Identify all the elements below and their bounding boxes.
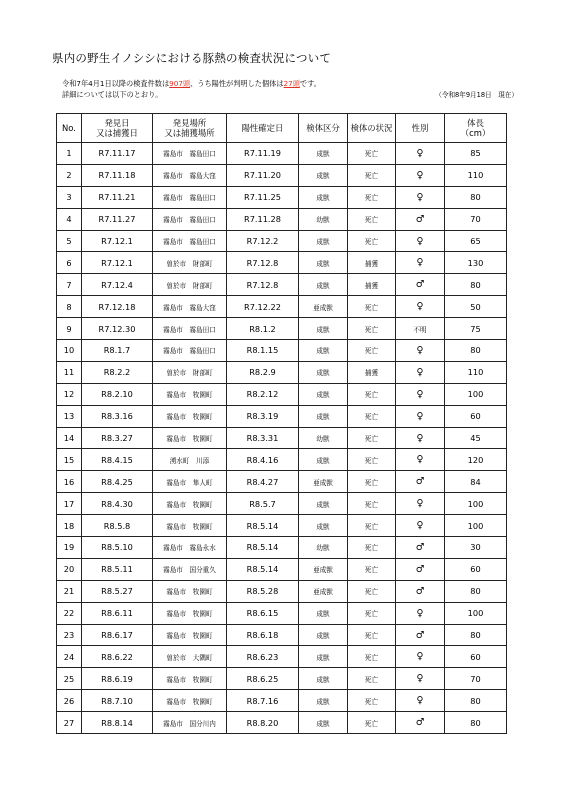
cell-confirmed: R8.3.19 [227,405,299,427]
cell-no: 19 [57,537,82,559]
cell-sex: ♀ [396,690,445,712]
summary-line-2: 詳細については以下のとおり。 [62,90,163,99]
cell-confirmed: R7.12.8 [227,252,299,274]
cell-length: 130 [445,252,507,274]
cell-length: 50 [445,296,507,318]
cell-class: 成獣 [299,646,348,668]
cell-place: 霧島市 牧園町 [153,515,227,537]
cell-length: 110 [445,361,507,383]
cell-class: 成獣 [299,361,348,383]
cell-length: 85 [445,143,507,165]
cell-status: 死亡 [348,208,396,230]
cell-date: R8.2.2 [82,361,153,383]
header-length [445,114,507,143]
cell-status: 死亡 [348,646,396,668]
table-row [57,318,507,340]
cell-no: 26 [57,690,82,712]
cell-confirmed: R8.7.16 [227,690,299,712]
cell-date: R7.12.30 [82,318,153,340]
cell-place: 曽於市 財部町 [153,252,227,274]
cell-status: 死亡 [348,164,396,186]
cell-confirmed: R8.6.15 [227,602,299,624]
table-row [57,668,507,690]
cell-class: 幼獣 [299,427,348,449]
cell-class: 成獣 [299,274,348,296]
table-row [57,646,507,668]
cell-confirmed: R7.12.22 [227,296,299,318]
cell-place: 霧島市 牧園町 [153,690,227,712]
cell-place: 霧島市 霧島田口 [153,186,227,208]
table-row [57,340,507,362]
table-row [57,515,507,537]
cell-date: R8.4.30 [82,493,153,515]
header-date-line-2: 又は捕獲日 [96,128,138,138]
table-row [57,296,507,318]
cell-date: R8.3.27 [82,427,153,449]
cell-sex: ♂ [396,624,445,646]
cell-class: 亜成獣 [299,296,348,318]
cell-date: R8.5.10 [82,537,153,559]
cell-sex: ♂ [396,537,445,559]
cell-sex: ♀ [396,296,445,318]
table-row [57,690,507,712]
cell-no: 27 [57,712,82,734]
cell-status: 死亡 [348,449,396,471]
cell-no: 18 [57,515,82,537]
cell-place: 霧島市 牧園町 [153,668,227,690]
cell-place: 霧島市 隼人町 [153,471,227,493]
table-row [57,164,507,186]
cell-sex: ♀ [396,602,445,624]
cell-place: 霧島市 国分川内 [153,712,227,734]
cell-confirmed: R8.6.18 [227,624,299,646]
cell-status: 死亡 [348,318,396,340]
table-row [57,712,507,734]
cell-place: 霧島市 霧島田口 [153,143,227,165]
cell-confirmed: R8.3.31 [227,427,299,449]
table-row [57,252,507,274]
cell-place: 霧島市 牧園町 [153,405,227,427]
cell-sex: ♀ [396,143,445,165]
cell-date: R8.1.7 [82,340,153,362]
cell-class: 成獣 [299,252,348,274]
cell-no: 1 [57,143,82,165]
table-row [57,558,507,580]
cell-class: 亜成獣 [299,580,348,602]
table-row [57,427,507,449]
cell-sex: ♀ [396,383,445,405]
cell-no: 3 [57,186,82,208]
cell-place: 霧島市 霧島田口 [153,230,227,252]
cell-date: R7.11.17 [82,143,153,165]
summary-text [62,78,321,100]
cell-confirmed: R8.5.28 [227,580,299,602]
cell-place: 霧島市 霧島田口 [153,208,227,230]
cell-place: 曽於市 財部町 [153,361,227,383]
cell-no: 21 [57,580,82,602]
cell-confirmed: R7.11.25 [227,186,299,208]
cell-status: 捕獲 [348,252,396,274]
cell-sex: ♂ [396,208,445,230]
total-count: 907頭 [169,79,191,88]
cell-confirmed: R8.5.14 [227,537,299,559]
cell-status: 死亡 [348,383,396,405]
cell-date: R7.12.18 [82,296,153,318]
cell-status: 死亡 [348,668,396,690]
header-place-line-1: 発見場所 [172,118,207,128]
cell-length: 60 [445,646,507,668]
header-place-line-2: 又は捕獲場所 [164,128,215,138]
cell-place: 霧島市 国分重久 [153,558,227,580]
cell-no: 16 [57,471,82,493]
cell-length: 100 [445,493,507,515]
cell-confirmed: R8.4.16 [227,449,299,471]
cell-date: R8.3.16 [82,405,153,427]
cell-place: 霧島市 牧園町 [153,383,227,405]
table-row [57,405,507,427]
cell-status: 死亡 [348,186,396,208]
cell-no: 25 [57,668,82,690]
cell-status: 死亡 [348,340,396,362]
cell-length: 80 [445,690,507,712]
cell-confirmed: R7.12.8 [227,274,299,296]
cell-date: R7.11.18 [82,164,153,186]
cell-length: 80 [445,624,507,646]
table-row [57,602,507,624]
cell-length: 110 [445,164,507,186]
cell-date: R8.7.10 [82,690,153,712]
cell-sex: ♀ [396,427,445,449]
cell-confirmed: R8.5.14 [227,515,299,537]
cell-status: 死亡 [348,230,396,252]
cell-status: 死亡 [348,690,396,712]
positive-count: 27頭 [283,79,300,88]
table-row [57,274,507,296]
table-row [57,361,507,383]
cell-no: 8 [57,296,82,318]
cell-status: 死亡 [348,558,396,580]
table-row [57,143,507,165]
cell-length: 80 [445,186,507,208]
cell-no: 6 [57,252,82,274]
table-row [57,186,507,208]
cell-confirmed: R8.2.9 [227,361,299,383]
header-date-line-1: 発見日 [104,118,130,128]
cell-date: R8.8.14 [82,712,153,734]
cell-sex: ♀ [396,668,445,690]
cell-length: 60 [445,405,507,427]
cell-length: 80 [445,340,507,362]
cell-sex: ♂ [396,580,445,602]
cell-status: 死亡 [348,471,396,493]
cell-sex: ♂ [396,471,445,493]
header-confirmed: 陽性確定日 [227,114,299,143]
table-row [57,493,507,515]
cell-no: 22 [57,602,82,624]
cell-date: R8.4.15 [82,449,153,471]
cell-place: 霧島市 霧島大窪 [153,296,227,318]
cell-class: 成獣 [299,602,348,624]
cell-sex: ♂ [396,558,445,580]
cell-class: 成獣 [299,230,348,252]
cell-class: 成獣 [299,383,348,405]
cell-sex: ♀ [396,340,445,362]
cell-length: 100 [445,383,507,405]
cell-sex: ♂ [396,274,445,296]
cell-no: 5 [57,230,82,252]
cell-status: 死亡 [348,624,396,646]
cell-sex: ♀ [396,646,445,668]
cell-class: 成獣 [299,668,348,690]
table-row [57,230,507,252]
cell-status: 死亡 [348,143,396,165]
cell-class: 幼獣 [299,208,348,230]
summary-line-1 [62,78,321,89]
cell-class: 成獣 [299,449,348,471]
cell-sex: ♀ [396,230,445,252]
header-class: 検体区分 [299,114,348,143]
cell-class: 幼獣 [299,537,348,559]
cell-class: 成獣 [299,712,348,734]
cell-no: 13 [57,405,82,427]
cell-no: 9 [57,318,82,340]
cell-length: 84 [445,471,507,493]
cell-date: R8.5.27 [82,580,153,602]
summary-prefix: 令和7年4月1日以降の検査件数は [62,79,170,88]
header-date [82,114,153,143]
cell-confirmed: R8.6.25 [227,668,299,690]
cell-status: 死亡 [348,602,396,624]
header-place [153,114,227,143]
table-row [57,471,507,493]
cell-length: 75 [445,318,507,340]
cell-class: 亜成獣 [299,558,348,580]
cell-place: 曽於市 財部町 [153,274,227,296]
cell-class: 成獣 [299,405,348,427]
cell-date: R7.11.21 [82,186,153,208]
cell-class: 成獣 [299,186,348,208]
as-of-date: （令和8年9月18日 現在） [435,91,518,99]
table-header-row [57,114,507,143]
cell-sex: ♀ [396,164,445,186]
cell-length: 30 [445,537,507,559]
header-no: No. [57,114,82,143]
cell-length: 45 [445,427,507,449]
cell-length: 70 [445,668,507,690]
cell-sex: 不明 [396,318,445,340]
cell-status: 死亡 [348,493,396,515]
cell-place: 湧水町 川添 [153,449,227,471]
cell-confirmed: R8.6.23 [227,646,299,668]
cell-date: R8.5.11 [82,558,153,580]
cell-sex: ♀ [396,361,445,383]
cell-place: 霧島市 霧島大窪 [153,164,227,186]
cell-length: 65 [445,230,507,252]
cell-status: 死亡 [348,296,396,318]
cell-confirmed: R7.11.20 [227,164,299,186]
cell-class: 成獣 [299,690,348,712]
cell-no: 10 [57,340,82,362]
cell-place: 曽於市 大隅町 [153,646,227,668]
cell-sex: ♂ [396,712,445,734]
table-row [57,537,507,559]
cell-no: 4 [57,208,82,230]
cell-sex: ♀ [396,186,445,208]
cell-date: R7.11.27 [82,208,153,230]
cell-status: 死亡 [348,712,396,734]
cell-date: R8.6.22 [82,646,153,668]
cell-status: 死亡 [348,580,396,602]
cell-no: 14 [57,427,82,449]
cell-no: 20 [57,558,82,580]
cell-length: 80 [445,274,507,296]
cell-status: 死亡 [348,405,396,427]
cell-class: 成獣 [299,164,348,186]
cell-date: R7.12.1 [82,252,153,274]
cell-length: 60 [445,558,507,580]
cell-length: 80 [445,712,507,734]
cell-class: 成獣 [299,340,348,362]
cell-place: 霧島市 霧島田口 [153,318,227,340]
cell-date: R8.6.17 [82,624,153,646]
cell-confirmed: R8.5.7 [227,493,299,515]
cell-place: 霧島市 霧島田口 [153,340,227,362]
header-sex: 性別 [396,114,445,143]
cell-length: 100 [445,602,507,624]
header-status: 検体の状況 [348,114,396,143]
cell-status: 死亡 [348,515,396,537]
cell-confirmed: R8.5.14 [227,558,299,580]
cell-confirmed: R8.2.12 [227,383,299,405]
cell-status: 捕獲 [348,361,396,383]
cell-status: 死亡 [348,427,396,449]
cell-length: 100 [445,515,507,537]
cell-place: 霧島市 牧園町 [153,493,227,515]
cell-date: R8.6.11 [82,602,153,624]
page-title: 県内の野生イノシシにおける豚熱の検査状況について [52,51,332,65]
cell-sex: ♀ [396,449,445,471]
cell-no: 2 [57,164,82,186]
cell-place: 霧島市 牧園町 [153,580,227,602]
table-row [57,624,507,646]
table-body [57,143,507,734]
cell-no: 7 [57,274,82,296]
table-row [57,383,507,405]
header-length-line-1: 体長 [467,118,484,128]
table-row [57,449,507,471]
cell-status: 死亡 [348,537,396,559]
cell-place: 霧島市 牧園町 [153,602,227,624]
cell-date: R8.6.19 [82,668,153,690]
cell-date: R8.4.25 [82,471,153,493]
table-row [57,208,507,230]
cell-date: R7.12.4 [82,274,153,296]
cell-sex: ♀ [396,405,445,427]
cell-class: 成獣 [299,515,348,537]
summary-suffix: です。 [299,79,321,88]
cell-no: 11 [57,361,82,383]
cell-confirmed: R8.8.20 [227,712,299,734]
cell-class: 成獣 [299,143,348,165]
cell-status: 捕獲 [348,274,396,296]
cell-class: 成獣 [299,624,348,646]
cell-place: 霧島市 牧園町 [153,427,227,449]
cell-no: 23 [57,624,82,646]
cell-length: 120 [445,449,507,471]
cell-length: 70 [445,208,507,230]
cell-confirmed: R8.4.27 [227,471,299,493]
cell-confirmed: R8.1.2 [227,318,299,340]
cell-date: R8.5.8 [82,515,153,537]
cell-sex: ♀ [396,493,445,515]
cell-class: 成獣 [299,493,348,515]
cell-no: 12 [57,383,82,405]
header-length-line-2: （cm） [460,128,491,138]
inspection-table [56,113,507,734]
cell-sex: ♀ [396,515,445,537]
cell-confirmed: R7.11.28 [227,208,299,230]
cell-class: 亜成獣 [299,471,348,493]
cell-confirmed: R7.12.2 [227,230,299,252]
cell-no: 24 [57,646,82,668]
cell-date: R8.2.10 [82,383,153,405]
cell-place: 霧島市 霧島永水 [153,537,227,559]
cell-confirmed: R7.11.19 [227,143,299,165]
cell-no: 15 [57,449,82,471]
cell-confirmed: R8.1.15 [227,340,299,362]
cell-date: R7.12.1 [82,230,153,252]
cell-length: 80 [445,580,507,602]
summary-middle: 、うち陽性が判明した個体は [190,79,284,88]
table-row [57,580,507,602]
cell-sex: ♀ [396,252,445,274]
cell-class: 成獣 [299,318,348,340]
cell-no: 17 [57,493,82,515]
cell-place: 霧島市 牧園町 [153,624,227,646]
